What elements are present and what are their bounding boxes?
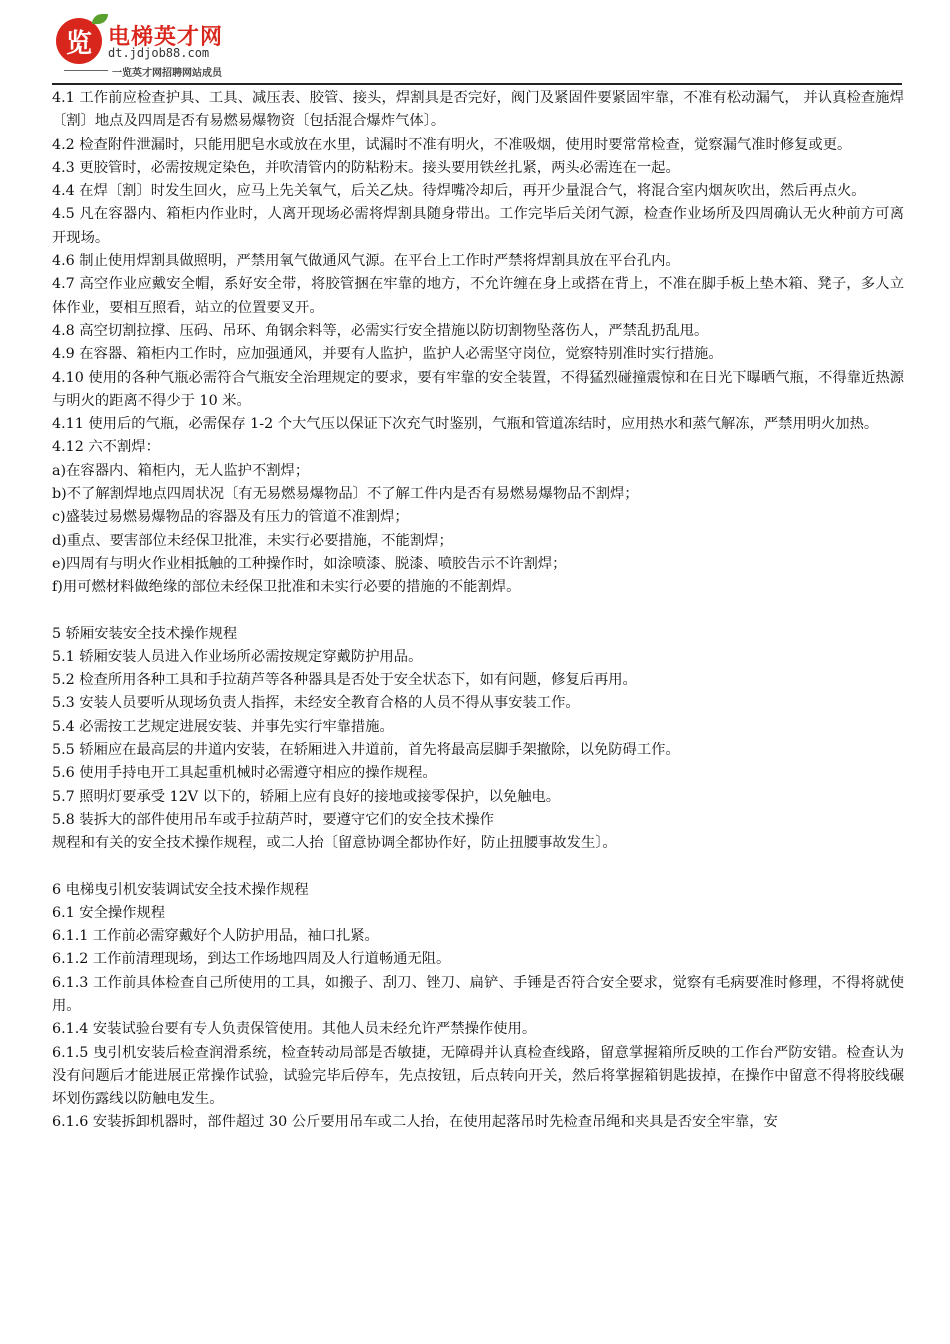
site-logo-icon[interactable] <box>56 18 102 64</box>
paragraph: 4.2 检查附件泄漏时，只能用肥皂水或放在水里，试漏时不准有明火，不准吸烟，使用时要常常检查，觉察漏气准时修复或更。 <box>52 136 852 153</box>
paragraph: 5.3 安装人员要听从现场负责人指挥，未经安全教育合格的人员不得从事安装工作。 <box>52 695 580 712</box>
paragraph: b)不了解割焊地点四周状况〔有无易燃易爆物品〕不了解工件内是否有易燃易爆物品不割焊； <box>52 486 639 503</box>
paragraph: 6.1.5 曳引机安装后检查润滑系统，检查转动局部是否敏捷，无障碍并认真检查线路，留意掌握箱所反映的工作台严防安错。检查认为没有问题后才能进展正常操作试验，试验完毕后停车，先点按钮，后点转向开关，然后将掌握箱钥匙拔掉，在操作中留意不得将胶线碾坏划伤露线以防触电发生。 <box>52 1044 904 1108</box>
brand-domain[interactable]: dt.jdjob88.com <box>108 46 210 60</box>
paragraph: 5.7 照明灯要承受 12V 以下的，轿厢上应有良好的接地或接零保护，以免触电。 <box>52 788 561 805</box>
site-header <box>0 0 950 84</box>
paragraph: 5.2 检查所用各种工具和手拉葫芦等各种器具是否处于安全状态下，如有问题，修复后再用。 <box>52 672 637 689</box>
paragraph: a)在容器内、箱柜内，无人监护不割焊； <box>52 462 310 479</box>
paragraph: 4.8 高空切割拉撑、压码、吊环、角钢余料等，必需实行安全措施以防切割物坠落伤人，严禁乱扔乱甩。 <box>52 322 709 339</box>
brand-name[interactable]: 电梯英才网 <box>108 25 224 50</box>
paragraph: 4.6 制止使用焊割具做照明，严禁用氧气做通风气源。在平台上工作时严禁将焊割具放在平台孔内。 <box>52 253 680 270</box>
header-divider <box>52 83 902 85</box>
paragraph: 5.4 必需按工艺规定进展安装、并事先实行牢靠措施。 <box>52 718 394 735</box>
logo-char: 览 <box>65 28 92 59</box>
paragraph: 6.1 安全操作规程 <box>52 904 166 921</box>
paragraph-spacer <box>52 600 904 623</box>
slogan-dash <box>64 70 108 71</box>
paragraph: 6.1.6 安装拆卸机器时，部件超过 30 公斤要用吊车或二人抬，在使用起落吊时先检查吊绳和夹具是否安全牢靠，安 <box>52 1114 778 1131</box>
paragraph: 6.1.4 安装试验台要有专人负责保管使用。其他人员未经允许严禁操作使用。 <box>52 1021 537 1038</box>
paragraph: 5.8 装拆大的部件使用吊车或手拉葫芦时，要遵守它们的安全技术操作 <box>52 811 494 828</box>
paragraph: 5 轿厢安装安全技术操作规程 <box>52 625 238 642</box>
paragraph: 4.12 六不割焊： <box>52 439 160 456</box>
document-body <box>52 87 904 1135</box>
paragraph: 规程和有关的安全技术操作规程，或二人抬〔留意协调全都协作好，防止扭腰事故发生〕。 <box>52 835 617 852</box>
paragraph: 6.1.1 工作前必需穿戴好个人防护用品，袖口扎紧。 <box>52 928 379 945</box>
paragraph: 5.1 轿厢安装人员进入作业场所必需按规定穿戴防护用品。 <box>52 648 423 665</box>
paragraph: 4.9 在容器、箱柜内工作时，应加强通风，并要有人监护，监护人必需坚守岗位，觉察特别准时实行措施。 <box>52 346 723 363</box>
paragraph: 4.3 更胶管时，必需按规定染色，并吹清管内的防粘粉末。接头要用铁丝扎紧，两头必需连在一起。 <box>52 159 680 176</box>
paragraph: 5.6 使用手持电开工具起重机械时必需遵守相应的操作规程。 <box>52 765 437 782</box>
paragraph: d)重点、要害部位未经保卫批准，未实行必要措施，不能割焊； <box>52 532 453 549</box>
paragraph: 4.5 凡在容器内、箱柜内作业时，人离开现场必需将焊割具随身带出。工作完毕后关闭气源，检查作业场所及四周确认无火种前方可离开现场。 <box>52 206 904 246</box>
paragraph: 4.1 工作前应检查护具、工具、减压表、胶管、接头，焊割具是否完好，阀门及紧固件要紧固牢靠，不准有松动漏气， 并认真检查施焊〔割〕地点及四周是否有易燃易爆物资〔包括混合爆炸气体〕。 <box>52 90 904 130</box>
paragraph: 5.5 轿厢应在最高层的井道内安装，在轿厢进入井道前，首先将最高层脚手架撤除，以免防碍工作。 <box>52 742 680 759</box>
logo-leaf-icon <box>92 14 108 24</box>
paragraph: 6.1.2 工作前清理现场，到达工作场地四周及人行道畅通无阻。 <box>52 951 451 968</box>
paragraph: 6 电梯曳引机安装调试安全技术操作规程 <box>52 881 309 898</box>
paragraph: f)用可燃材料做绝缘的部位未经保卫批准和未实行必要的措施的不能割焊。 <box>52 579 521 596</box>
paragraph: e)四周有与明火作业相抵触的工种操作时，如涂喷漆、脱漆、喷胶告示不许割焊； <box>52 555 567 572</box>
paragraph: c)盛装过易燃易爆物品的容器及有压力的管道不准割焊； <box>52 509 409 526</box>
paragraph: 4.10 使用的各种气瓶必需符合气瓶安全治理规定的要求，要有牢靠的安全装置，不得猛烈碰撞震惊和在日光下曝晒气瓶，不得靠近热源与明火的距离不得少于 10 米。 <box>52 369 904 409</box>
brand-slogan: 一览英才网招聘网站成员 <box>112 68 222 79</box>
paragraph: 4.7 高空作业应戴安全帽，系好安全带，将胶管捆在牢靠的地方，不允许缠在身上或搭在背上，不准在脚手板上垫木箱、凳子，多人立体作业，要相互照看，站立的位置要叉开。 <box>52 276 904 316</box>
paragraph-spacer <box>52 856 904 879</box>
paragraph: 4.4 在焊〔割〕时发生回火，应马上先关氧气，后关乙炔。待焊嘴冷却后，再开少量混合气，将混合室内烟灰吹出，然后再点火。 <box>52 183 866 200</box>
paragraph: 4.11 使用后的气瓶，必需保存 1-2 个大气压以保证下次充气时鉴别，气瓶和管道冻结时，应用热水和蒸气解冻，严禁用明火加热。 <box>52 416 879 433</box>
paragraph: 6.1.3 工作前具体检查自己所使用的工具，如搬子、刮刀、锉刀、扁铲、手锤是否符合安全要求，觉察有毛病要准时修理，不得将就使用。 <box>52 974 904 1014</box>
